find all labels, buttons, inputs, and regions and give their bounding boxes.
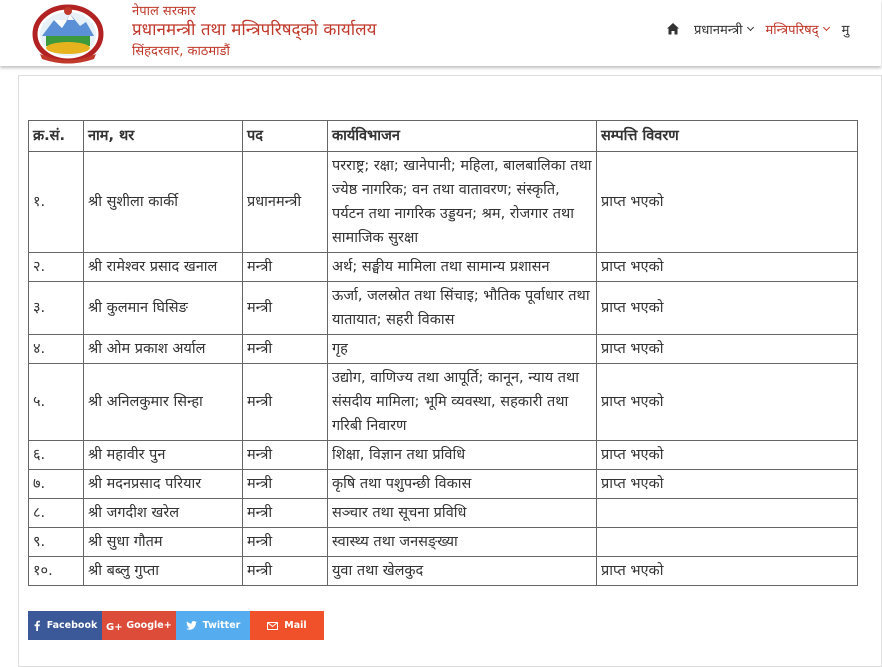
cell-name: श्री कुलमान घिसिङ — [84, 282, 243, 335]
cell-assets: प्राप्त भएको — [597, 470, 858, 499]
share-twitter-button[interactable] — [176, 611, 250, 640]
cell-portfolio: शिक्षा, विज्ञान तथा प्रविधि — [328, 441, 597, 470]
cell-sn: ४. — [29, 335, 84, 364]
cell-assets: प्राप्त भएको — [597, 152, 858, 253]
cell-name: श्री अनिलकुमार सिन्हा — [84, 364, 243, 441]
table-row — [29, 499, 858, 528]
table-row — [29, 528, 858, 557]
column-header-name: नाम, थर — [84, 121, 243, 152]
share-twitter-label: Twitter — [202, 620, 241, 631]
share-facebook-button[interactable] — [28, 611, 102, 640]
table-row — [29, 470, 858, 499]
nav-item-prime-minister[interactable] — [694, 20, 753, 38]
share-google-plus-label: Google+ — [126, 620, 172, 631]
cell-post: मन्त्री — [243, 499, 328, 528]
cell-post: मन्त्री — [243, 470, 328, 499]
cell-assets — [597, 499, 858, 528]
cell-assets: प्राप्त भएको — [597, 557, 858, 586]
column-header-assets: सम्पत्ति विवरण — [597, 121, 858, 152]
table-row — [29, 441, 858, 470]
table-row — [29, 152, 858, 253]
cell-sn: ६. — [29, 441, 84, 470]
cell-sn: १. — [29, 152, 84, 253]
cell-post: मन्त्री — [243, 335, 328, 364]
cell-portfolio: ऊर्जा, जलस्रोत तथा सिंचाइ; भौतिक पूर्वाधार तथा यातायात; सहरी विकास — [328, 282, 597, 335]
main-nav — [666, 20, 862, 38]
twitter-icon — [186, 621, 197, 630]
cell-post: मन्त्री — [243, 282, 328, 335]
share-facebook-label: Facebook — [46, 620, 98, 631]
cell-portfolio: अर्थ; सङ्घीय मामिला तथा सामान्य प्रशासन — [328, 253, 597, 282]
cell-assets: प्राप्त भएको — [597, 441, 858, 470]
cell-portfolio: उद्योग, वाणिज्य तथा आपूर्ति; कानून, न्याय तथा संसदीय मामिला; भूमि व्यवस्था, सहकारी तथा गरिबी निवारण — [328, 364, 597, 441]
cell-portfolio: स्वास्थ्य तथा जनसङ्ख्या — [328, 528, 597, 557]
gov-name: नेपाल सरकार — [132, 4, 196, 19]
share-mail-button[interactable] — [250, 611, 324, 640]
cell-portfolio: सञ्चार तथा सूचना प्रविधि — [328, 499, 597, 528]
table-row — [29, 557, 858, 586]
cell-assets — [597, 528, 858, 557]
ministers-table — [28, 120, 858, 586]
cell-assets: प्राप्त भएको — [597, 335, 858, 364]
column-header-post: पद — [243, 121, 328, 152]
cell-assets: प्राप्त भएको — [597, 253, 858, 282]
google-plus-icon — [106, 621, 123, 633]
chevron-down-icon — [746, 24, 753, 31]
cell-name: श्री सुशीला कार्की — [84, 152, 243, 253]
table-row — [29, 253, 858, 282]
table-row — [29, 282, 858, 335]
nav-item-council-of-ministers[interactable] — [766, 20, 829, 38]
table-header-row — [29, 121, 858, 152]
site-header — [0, 0, 881, 66]
table-body — [29, 152, 858, 586]
cell-post: मन्त्री — [243, 528, 328, 557]
cell-name: श्री रामेश्वर प्रसाद खनाल — [84, 253, 243, 282]
nav-item-label: मु — [841, 23, 850, 38]
cell-name: श्री बब्लु गुप्ता — [84, 557, 243, 586]
office-location: सिंहदरवार, काठमाडौं — [132, 44, 230, 59]
svg-text:G+: G+ — [106, 621, 123, 633]
cell-portfolio: गृह — [328, 335, 597, 364]
cell-post: मन्त्री — [243, 441, 328, 470]
share-mail-label: Mail — [284, 620, 307, 631]
cell-name: श्री ओम प्रकाश अर्याल — [84, 335, 243, 364]
cell-sn: ७. — [29, 470, 84, 499]
facebook-icon — [33, 620, 41, 631]
home-icon[interactable] — [666, 22, 680, 36]
column-header-sn: क्र.सं. — [29, 121, 84, 152]
cell-assets: प्राप्त भएको — [597, 282, 858, 335]
cell-sn: १०. — [29, 557, 84, 586]
cell-sn: ३. — [29, 282, 84, 335]
share-google-plus-button[interactable] — [102, 611, 176, 640]
nav-item-label: मन्त्रिपरिषद् — [765, 23, 819, 38]
cell-sn: ९. — [29, 528, 84, 557]
cell-name: श्री मदनप्रसाद परियार — [84, 470, 243, 499]
cell-portfolio: युवा तथा खेलकुद — [328, 557, 597, 586]
cell-post: मन्त्री — [243, 557, 328, 586]
nav-item-label: प्रधानमन्त्री — [694, 23, 743, 38]
table-row — [29, 335, 858, 364]
nav-item-truncated[interactable] — [842, 20, 850, 38]
cell-portfolio: कृषि तथा पशुपन्छी विकास — [328, 470, 597, 499]
share-bar — [28, 611, 324, 640]
cell-post: मन्त्री — [243, 364, 328, 441]
chevron-down-icon — [823, 24, 830, 31]
cell-sn: २. — [29, 253, 84, 282]
cell-name: श्री सुधा गौतम — [84, 528, 243, 557]
table-row — [29, 364, 858, 441]
cell-assets: प्राप्त भएको — [597, 364, 858, 441]
office-name[interactable]: प्रधानमन्त्री तथा मन्त्रिपरिषद्को कार्यालय — [132, 20, 377, 40]
cell-sn: ८. — [29, 499, 84, 528]
cell-post: प्रधानमन्त्री — [243, 152, 328, 253]
cell-post: मन्त्री — [243, 253, 328, 282]
mail-icon — [267, 622, 278, 630]
cell-sn: ५. — [29, 364, 84, 441]
nepal-emblem-logo[interactable] — [32, 4, 104, 64]
column-header-portfolio: कार्यविभाजन — [328, 121, 597, 152]
cell-name: श्री जगदीश खरेल — [84, 499, 243, 528]
cell-portfolio: परराष्ट्र; रक्षा; खानेपानी; महिला, बालबालिका तथा ज्येष्ठ नागरिक; वन तथा वातावरण; संस्कृति, पर्यटन तथा नागरिक उड्डयन; श्रम, रोजगार तथा सामाजिक सुरक्षा — [328, 152, 597, 253]
cell-name: श्री महावीर पुन — [84, 441, 243, 470]
